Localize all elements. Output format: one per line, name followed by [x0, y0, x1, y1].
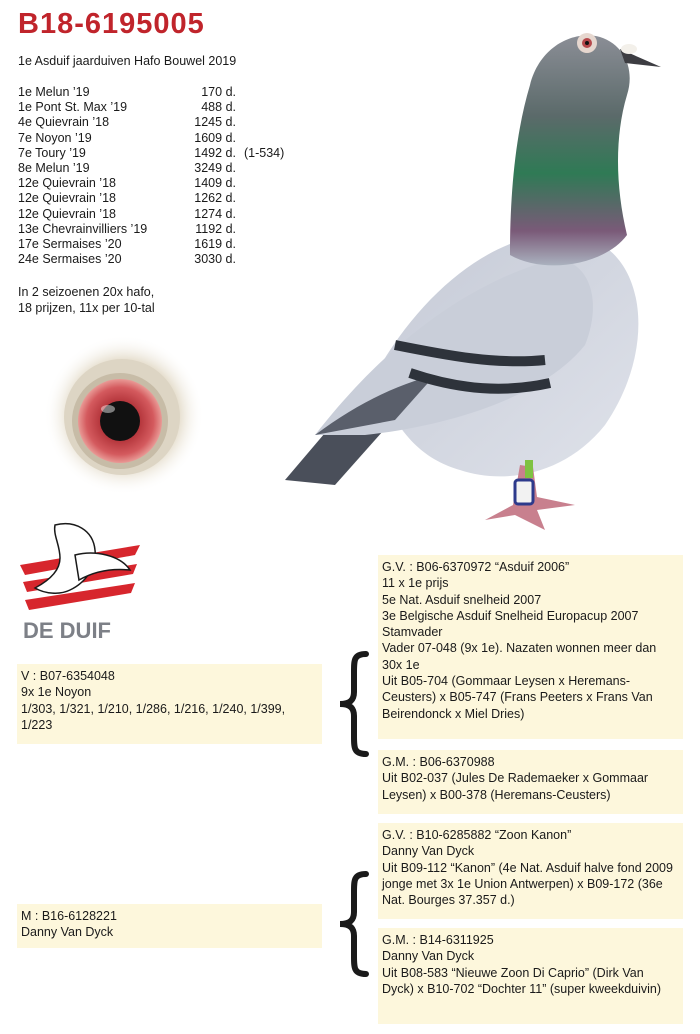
result-extra [236, 161, 244, 176]
result-count: 1262 d. [194, 191, 236, 206]
summary-line: In 2 seizoenen 20x hafo, [18, 285, 155, 299]
result-extra [236, 115, 244, 130]
result-extra [236, 176, 244, 191]
summary-line: 18 prijzen, 11x per 10-tal [18, 300, 155, 315]
result-count: 3249 d. [194, 161, 236, 176]
result-race: 17e Sermaises ’20 [18, 237, 122, 252]
result-count: 1609 d. [194, 130, 236, 145]
result-row [18, 176, 284, 191]
result-count: 1274 d. [194, 206, 236, 221]
grandfather-mother-box [378, 823, 683, 919]
result-extra: (1-534) [244, 145, 285, 160]
ring-number-title: B18-6195005 [18, 8, 205, 40]
result-count: 1245 d. [194, 115, 236, 130]
grandfather-father-box [378, 555, 683, 739]
result-row [18, 237, 284, 252]
mother-line: M : B16-6128221 [21, 909, 117, 923]
eye-photo [44, 335, 204, 495]
gv1-line: Stamvader [382, 625, 443, 640]
pigeon-photo [275, 15, 675, 545]
result-race: 4e Quievrain ’18 [18, 115, 110, 130]
result-extra [236, 100, 244, 115]
father-line: V : B07-6354048 [21, 669, 115, 683]
result-count: 1492 d. [194, 145, 236, 160]
gm1-line: G.M. : B06-6370988 [382, 755, 495, 769]
gv2-line: Uit B09-112 “Kanon” (4e Nat. Asduif halve fond 2009 jonge met 3x 1e Union Antwerpen) x B09-172 (36e Nat. Bourges 37.357 d.) [382, 860, 673, 908]
result-extra [236, 207, 244, 222]
result-row [18, 222, 284, 237]
father-line: 1/303, 1/321, 1/210, 1/286, 1/216, 1/240, 1/399, 1/223 [21, 701, 286, 732]
brace-mother [336, 870, 370, 978]
de-duif-logo [15, 520, 145, 645]
result-extra [236, 85, 244, 100]
gv1-line: 5e Nat. Asduif snelheid 2007 [382, 592, 542, 607]
result-race: 7e Toury ’19 [18, 145, 86, 160]
gv1-line: 11 x 1e prijs [382, 576, 449, 591]
brace-father [336, 650, 370, 758]
gm2-line: Danny Van Dyck [382, 949, 475, 964]
result-count: 3030 d. [194, 252, 236, 267]
result-row [18, 191, 284, 206]
result-row [18, 100, 284, 115]
result-count: 1192 d. [195, 221, 236, 236]
gm2-line: G.M. : B14-6311925 [382, 933, 494, 947]
gm1-line: Uit B02-037 (Jules De Rademaeker x Gommaar Leysen) x B00-378 (Heremans-Ceusters) [382, 771, 649, 802]
result-row [18, 146, 284, 161]
grandmother-mother-box [378, 928, 683, 1024]
gv1-line: G.V. : B06-6370972 “Asduif 2006” [382, 560, 570, 574]
result-race: 24e Sermaises ’20 [18, 252, 122, 267]
gv1-line: Vader 07-048 (9x 1e). Nazaten wonnen meer dan 30x 1e [382, 641, 657, 672]
gv2-line: G.V. : B10-6285882 “Zoon Kanon” [382, 828, 572, 842]
result-race: 7e Noyon ’19 [18, 130, 92, 145]
result-extra [236, 191, 244, 206]
mother-line: Danny Van Dyck [21, 925, 114, 940]
grandmother-father-box [378, 750, 683, 814]
result-extra [236, 237, 244, 252]
result-count: 1619 d. [194, 237, 236, 252]
result-row [18, 252, 284, 267]
gv2-line: Danny Van Dyck [382, 844, 475, 859]
result-race: 12e Quievrain ’18 [18, 206, 116, 221]
result-row [18, 161, 284, 176]
result-row [18, 207, 284, 222]
result-count: 170 d. [201, 85, 236, 99]
result-race: 13e Chevrainvilliers ’19 [18, 221, 148, 236]
result-race: 1e Pont St. Max ’19 [18, 100, 128, 115]
result-row [18, 131, 284, 146]
gm2-line: Uit B08-583 “Nieuwe Zoon Di Caprio” (Dirk Van Dyck) x B10-702 “Dochter 11” (super kweekduivin) [382, 965, 662, 996]
result-extra [236, 222, 244, 237]
logo-text: DE DUIF [23, 618, 111, 643]
result-count: 488 d. [201, 100, 236, 115]
subtitle: 1e Asduif jaarduiven Hafo Bouwel 2019 [18, 54, 237, 68]
result-extra [236, 252, 244, 267]
result-row [18, 85, 284, 100]
father-box [17, 664, 322, 744]
result-race: 12e Quievrain ’18 [18, 191, 116, 206]
father-line: 9x 1e Noyon [21, 685, 92, 700]
gv1-line: 3e Belgische Asduif Snelheid Europacup 2007 [382, 608, 639, 623]
result-race: 1e Melun ’19 [18, 85, 90, 99]
gv1-line: Uit B05-704 (Gommaar Leysen x Heremans-Ceusters) x B05-747 (Frans Peeters x Frans Van Beirendonck x Miel Dries) [382, 674, 653, 721]
summary [18, 285, 218, 316]
results-list [18, 85, 284, 267]
mother-box [17, 904, 322, 948]
result-race: 8e Melun ’19 [18, 161, 90, 176]
result-extra [236, 131, 244, 146]
result-race: 12e Quievrain ’18 [18, 176, 116, 191]
result-count: 1409 d. [194, 176, 236, 191]
result-row [18, 115, 284, 130]
